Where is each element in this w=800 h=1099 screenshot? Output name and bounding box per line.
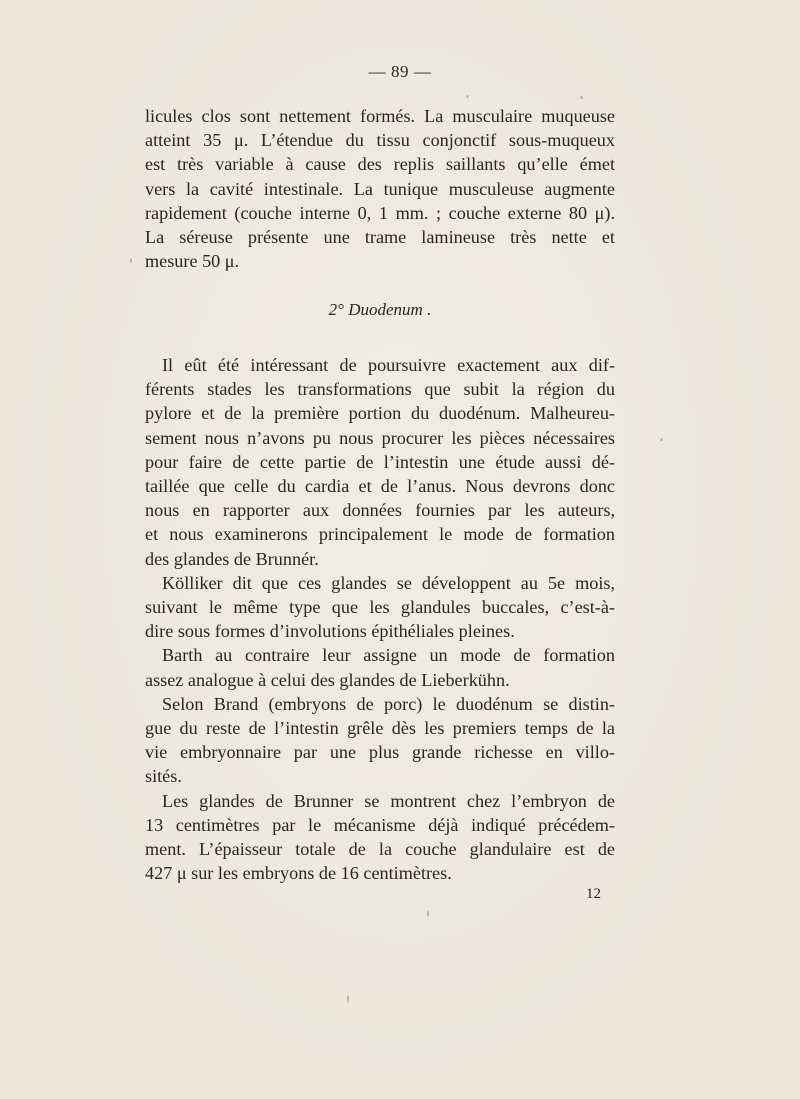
text-line: La séreuse présente une trame lamineuse très nette et [145,227,615,248]
text-line: rapidement (couche interne 0, 1 mm. ; couche externe 80 μ). [145,202,615,223]
text-line: taillée que celle du cardia et de l’anus. Nous devrons donc [145,476,615,497]
paper-speck [130,258,132,263]
text-line: licules clos sont nettement formés. La musculaire muqueuse [145,106,615,126]
paper-speck [580,96,583,99]
page-number: — 89 — [368,62,432,81]
signature-mark: 12 [586,886,601,902]
text-line: suivant le même type que les glandules buccales, c’est-à- [145,597,615,618]
text-line: et nous examinerons principalement le mode de formation [145,524,615,545]
text-line: mesure 50 μ. [145,251,240,272]
paper-speck [347,995,349,1003]
text-line: Kölliker dit que ces glandes se développent au 5e mois, [162,572,615,593]
text-line: sement nous n’avons pu nous procurer les pièces nécessaires [145,427,615,448]
text-line: 427 μ sur les embryons de 16 centimètres. [145,863,452,884]
paper-speck [427,910,429,917]
text-line: Barth au contraire leur assigne un mode de formation [162,645,615,666]
text-line: sités. [145,766,182,787]
paper-speck [660,438,663,441]
text-line: férents stades les transformations que subit la région du [145,379,615,400]
text-line: 13 centimètres par le mécanisme déjà indiqué précédem- [145,814,615,835]
text-line: pylore et de la première portion du duodénum. Malheureu- [145,403,615,424]
text-line: pour faire de cette partie de l’intestin une étude aussi dé- [145,451,615,472]
text-line: Selon Brand (embryons de porc) le duodénum se distin- [162,693,615,714]
text-line: atteint 35 μ. L’étendue du tissu conjonctif sous-muqueux [145,130,615,151]
text-line: Il eût été intéressant de poursuivre exactement aux dif- [162,355,615,375]
body-text [145,353,615,885]
text-line: vie embryonnaire par une plus grande richesse en villo- [145,742,615,763]
text-line: assez analogue à celui des glandes de Lieberkühn. [145,669,510,690]
text-line: Les glandes de Brunner se montrent chez l’embryon de [162,790,615,811]
text-line: dire sous formes d’involutions épithéliales pleines. [145,621,515,642]
text-line: gue du reste de l’intestin grêle dès les premiers temps de la [145,718,615,739]
text-line: nous en rapporter aux données fournies par les auteurs, [145,500,615,521]
paper-speck [466,95,469,98]
text-line: ment. L’épaisseur totale de la couche glandulaire est de [145,839,615,860]
text-line: vers la cavité intestinale. La tunique musculeuse augmente [145,178,615,199]
text-line: est très variable à cause des replis saillants qu’elle émet [145,154,615,175]
section-heading: 2° Duodenum . [328,300,432,319]
text-line: des glandes de Brunnér. [145,548,319,569]
paragraph-top [145,104,615,273]
